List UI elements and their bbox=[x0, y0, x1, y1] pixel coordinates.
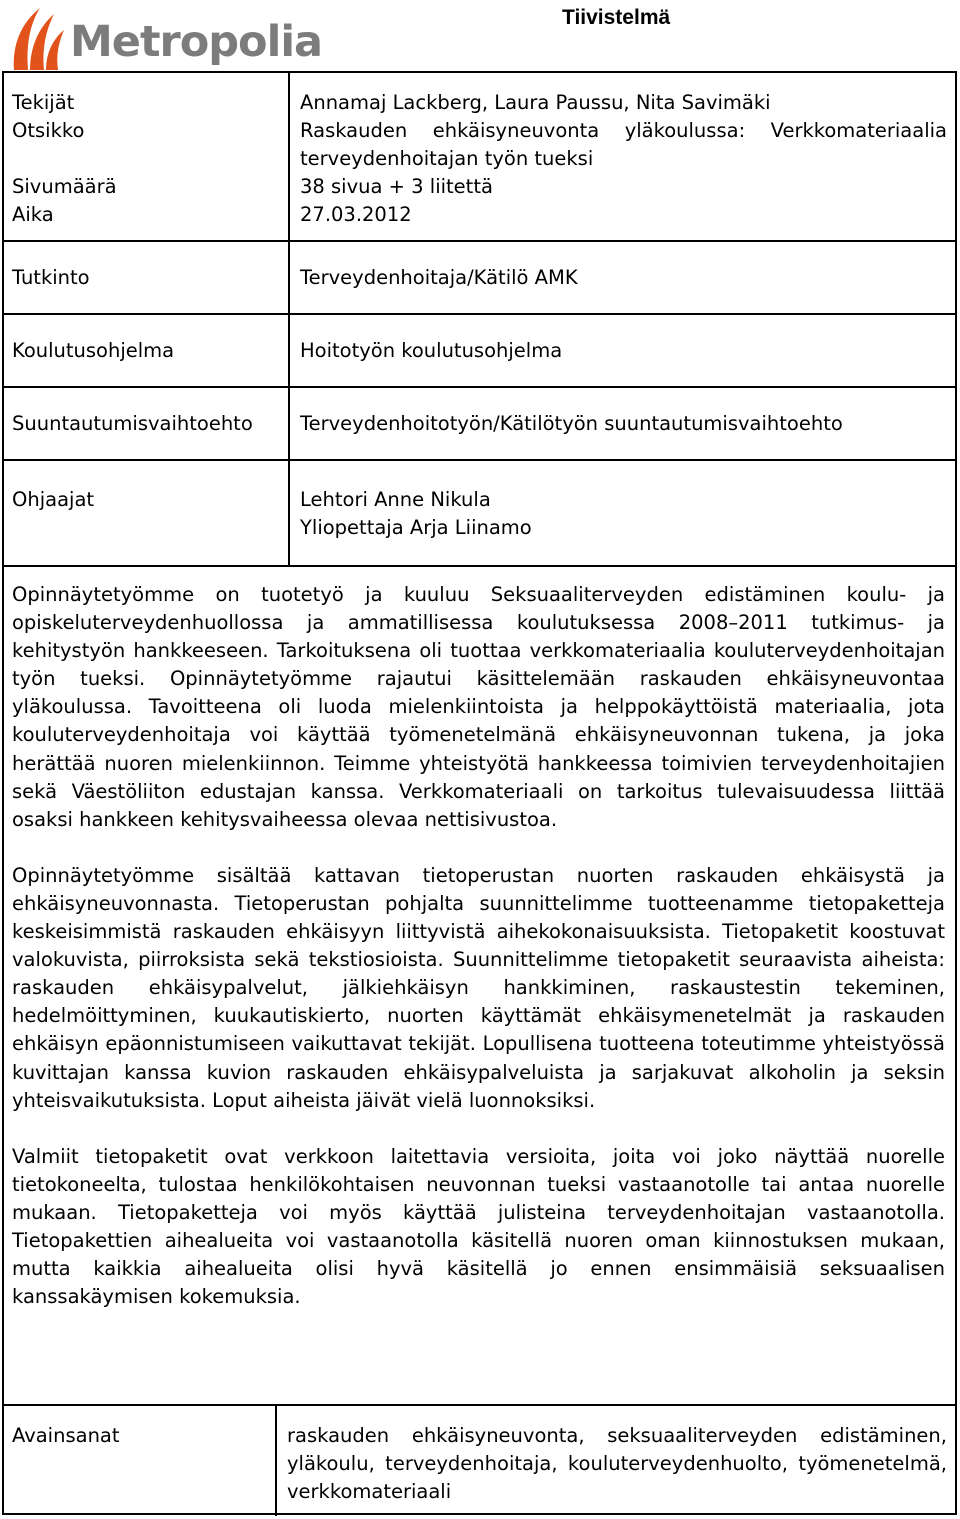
pages-label: Sivumäärä bbox=[12, 175, 117, 198]
supervisor-2: Yliopettaja Arja Liinamo bbox=[300, 516, 532, 539]
metadata-labels-cell bbox=[2, 71, 289, 241]
metadata-row-specialisation bbox=[2, 387, 957, 460]
specialisation-value: Terveydenhoitotyön/Kätilötyön suuntautumisvaihtoehto bbox=[289, 387, 957, 460]
authors-label: Tekijät bbox=[12, 91, 75, 114]
metadata-row-programme bbox=[2, 314, 957, 387]
programme-label: Koulutusohjelma bbox=[2, 314, 289, 387]
metadata-row-basic bbox=[2, 71, 957, 241]
supervisors-value-cell bbox=[289, 460, 957, 566]
metadata-values-cell bbox=[289, 71, 957, 241]
keywords-table bbox=[2, 1404, 957, 1516]
date-label: Aika bbox=[12, 203, 54, 226]
abstract-paragraph-1: Opinnäytetyömme on tuotetyö ja kuuluu Seksuaaliterveyden edistäminen koulu- ja opiskeluterveydenhuollossa ja ammatillisessa koulutuksessa 2008–2011 tutkimus- ja kehitystyön hankkeeseen. Tarkoituksena oli tuottaa verkkomateriaalia kouluterveydenhoitajan työn tueksi. Opinnäytetyömme rajautui käsittelemään raskauden ehkäisyneuvontaa yläkoulussa. Tavoitteena oli luoda mielenkiintoista ja helppokäyttöistä materiaalia, jota kouluterveydenhoitaja voi käyttää työmenetelmänä ehkäisyneuvonnan tukena, ja joka herättää nuoren mielenkiinnon. Teimme yhteistyötä hankkeessa toimivien terveydenhoitajien sekä Väestöliiton edustajan kanssa. Verkkomateriaali on tarkoitus tulevaisuudessa liittää osaksi hankkeen kehitysvaiheessa olevaa nettisivustoa. bbox=[12, 583, 945, 831]
supervisors-label: Ohjaajat bbox=[2, 460, 289, 566]
spacer bbox=[12, 145, 288, 173]
degree-label: Tutkinto bbox=[2, 241, 289, 314]
logo-wordmark: Metropolia bbox=[70, 17, 323, 67]
metropolia-logo bbox=[8, 4, 323, 72]
title-label: Otsikko bbox=[12, 119, 85, 142]
metadata-table bbox=[2, 71, 957, 567]
pages-value: 38 sivua + 3 liitettä bbox=[300, 175, 493, 198]
metadata-row-degree bbox=[2, 241, 957, 314]
keywords-label: Avainsanat bbox=[2, 1405, 276, 1516]
title-value-line-2: terveydenhoitajan työn tueksi bbox=[300, 147, 594, 170]
degree-value: Terveydenhoitaja/Kätilö AMK bbox=[289, 241, 957, 314]
keywords-value: raskauden ehkäisyneuvonta, seksuaaliterveyden edistäminen, yläkoulu, terveydenhoitaja, kouluterveydenhuolto, työmenetelmä, verkkomateriaali bbox=[276, 1405, 957, 1516]
keywords-row bbox=[2, 1405, 957, 1516]
supervisor-1: Lehtori Anne Nikula bbox=[300, 488, 491, 511]
abstract-paragraph-2: Opinnäytetyömme sisältää kattavan tietoperustan nuorten raskauden ehkäisystä ja ehkäisyneuvonnasta. Tietoperustan pohjalta suunnittelimme tuotteenamme tietopaketteja keskeisimmistä raskauden ehkäisyyn liittyvistä aihekokonaisuuksista. Tietopaketit koostuvat valokuvista, piirroksista sekä tekstiosioista. Suunnittelimme tietopaketit seuraavista aiheista: raskauden ehkäisypalvelut, jälkiehkäisyn hankkiminen, raskaustestin tekeminen, hedelmöittyminen, kuukautiskierto, nuorten käyttämät ehkäisymenetelmät ja raskauden ehkäisyn epäonnistumiseen vaikuttavat tekijät. Lopullisena tuotteena toteutimme yhteistyössä kuvittajan kanssa kuvion raskauden ehkäisypalveluista ja sarjakuvat alkoholin ja seksin yhteisvaikutuksista. Loput aiheista jäivät vielä luonnoksiksi. bbox=[12, 863, 945, 1112]
date-value: 27.03.2012 bbox=[300, 203, 412, 226]
abstract-body bbox=[12, 581, 945, 1339]
specialisation-label: Suuntautumisvaihtoehto bbox=[2, 387, 289, 460]
document-type-title: Tiivistelmä bbox=[562, 6, 671, 29]
title-value-line-1: Raskauden ehkäisyneuvonta yläkoulussa: Verkkomateriaalia bbox=[300, 119, 947, 142]
programme-value: Hoitotyön koulutusohjelma bbox=[289, 314, 957, 387]
metadata-row-supervisors bbox=[2, 460, 957, 566]
flame-icon bbox=[8, 4, 70, 72]
authors-value: Annamaj Lackberg, Laura Paussu, Nita Savimäki bbox=[300, 91, 771, 114]
abstract-paragraph-3: Valmiit tietopaketit ovat verkkoon laitettavia versioita, joita voi joko näyttää nuorelle tietokoneelta, tulostaa henkilökohtaisen neuvonnan tueksi vastaanotolle tai antaa nuorelle mukaan. Tietopaketteja voi myös käyttää julisteina terveydenhoitajan vastaanotolla. Tietopakettien aihealueita voi vastaanotolla käsitellä nuoren oman kiinnostuksen mukaan, mutta kaikkia aihealueita olisi hyvä käsitellä jo ennen ensimmäisiä seksuaalisen kanssakäymisen kokemuksia. bbox=[12, 1144, 945, 1309]
